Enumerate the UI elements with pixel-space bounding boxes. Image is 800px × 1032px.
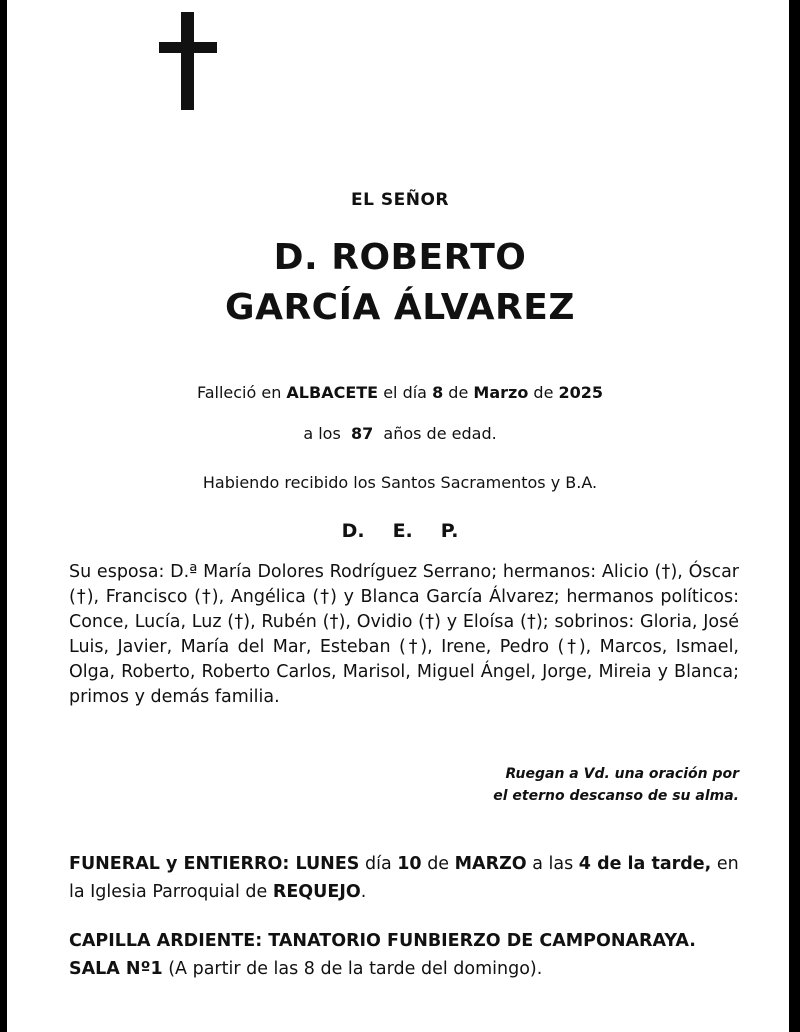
dep-abbreviation: D. E. P. [341,520,459,542]
intro-title: EL SEÑOR [351,190,449,210]
age-info: a los 87 años de edad. [303,424,497,443]
prayer-request: Ruegan a Vd. una oración por el eterno descanso de su alma. [493,766,739,804]
funeral-info: FUNERAL y ENTIERRO: LUNES día 10 de MARZO a las 4 de la tarde, en la Iglesia Parroquial de REQUEJO. [69,854,739,902]
chapel-info: CAPILLA ARDIENTE: TANATORIO FUNBIERZO DE CAMPONARAYA. SALA Nº1 (A partir de las 8 de la tarde del domingo). [69,931,696,979]
sacraments-text: Habiendo recibido los Santos Sacramentos y B.A. [202,473,598,492]
death-info: Falleció en ALBACETE el día 8 de Marzo de 2025 [196,383,604,402]
deceased-name-line2: GARCÍA ÁLVAREZ [225,287,575,328]
family-list: Su esposa: D.ª María Dolores Rodríguez Serrano; hermanos: Alicio (†), Óscar (†), Francisco (†), Angélica (†) y Blanca García Álvarez; hermanos políticos: Conce, Lucía, Luz (†), Rubén (†), Ovidio (†) y Eloísa (†); sobrinos: Gloria, José Luis, Javier, María del Mar, Esteban (†), Irene, Pedro (†), Marcos, Ismael, Olga, Roberto, Roberto Carlos, Marisol, Miguel Ángel, Jorge, Mireia y Blanca; primos y demás familia. [69,562,739,707]
cross-icon [159,12,217,110]
deceased-name-line1: D. ROBERTO [273,237,527,278]
